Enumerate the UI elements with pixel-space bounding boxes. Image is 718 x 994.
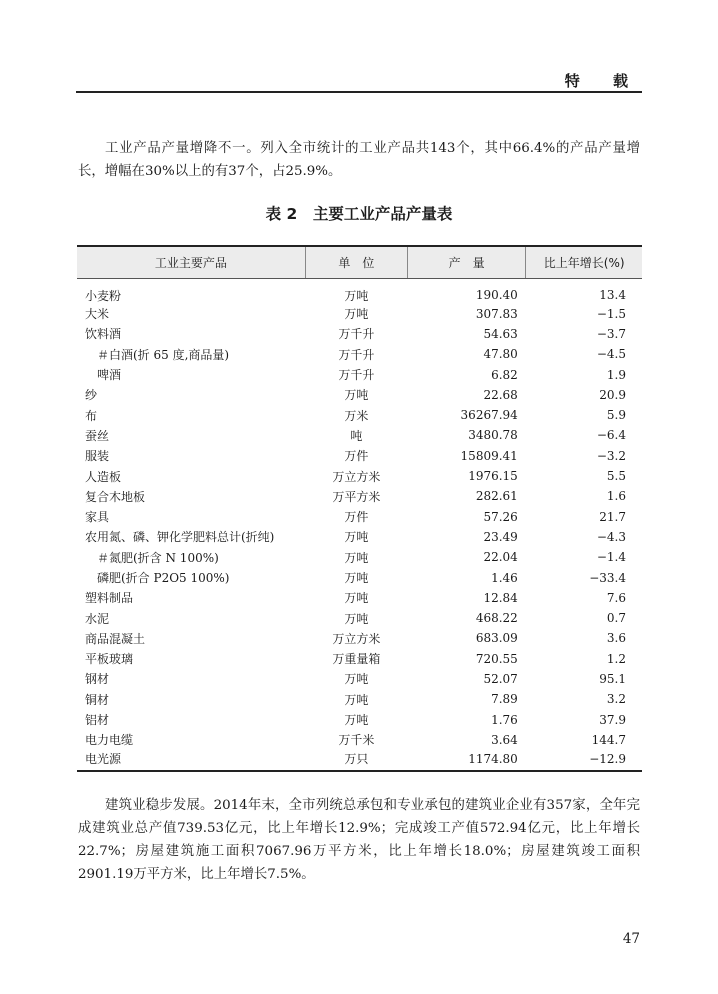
output-cell: 6.82 xyxy=(491,367,518,382)
unit-cell: 万立方米 xyxy=(332,469,381,484)
unit-cell: 万只 xyxy=(305,750,407,771)
unit-cell: 万千升 xyxy=(338,327,375,342)
unit-cell: 万平方米 xyxy=(332,489,381,504)
product-name-cell: 小麦粉 xyxy=(85,288,122,303)
table-row xyxy=(77,649,642,669)
table-row xyxy=(77,486,642,506)
table-row xyxy=(77,750,642,771)
growth-cell: −3.7 xyxy=(596,326,626,341)
table-row xyxy=(77,730,642,750)
table-row xyxy=(77,466,642,486)
output-cell: 22.68 xyxy=(483,387,518,402)
table-row xyxy=(77,506,642,526)
table-row xyxy=(77,446,642,466)
growth-cell: 1.9 xyxy=(606,367,626,382)
product-name-cell: ＃白酒(折 65 度,商品量) xyxy=(97,347,230,362)
output-cell: 1976.15 xyxy=(468,469,518,484)
product-name-cell: 商品混凝土 xyxy=(85,631,146,646)
page-number: 47 xyxy=(622,931,640,947)
product-name-cell: ＃氮肥(折含 N 100%) xyxy=(97,550,219,565)
growth-cell: −1.4 xyxy=(596,550,626,565)
growth-cell: 1.2 xyxy=(606,651,626,666)
table-row xyxy=(77,628,642,648)
output-cell: 54.63 xyxy=(483,326,518,341)
table-row xyxy=(77,344,642,364)
unit-cell: 万吨 xyxy=(344,571,369,585)
column-header-product: 工业主要产品 xyxy=(77,246,305,278)
table-row xyxy=(77,385,642,405)
column-header-unit: 单 位 xyxy=(305,246,407,278)
table-row xyxy=(77,324,642,344)
output-cell: 1.46 xyxy=(491,570,518,585)
table-row xyxy=(77,364,642,384)
output-cell: 12.84 xyxy=(483,590,518,605)
output-cell: 307.83 xyxy=(475,306,518,321)
table-row xyxy=(77,527,642,547)
output-cell: 3480.78 xyxy=(468,428,518,443)
unit-cell: 万件 xyxy=(344,449,369,464)
unit-cell: 万千升 xyxy=(338,368,375,383)
construction-paragraph: 建筑业稳步发展。2014年末，全市列统总承包和专业承包的建筑业企业有357家，全年完成建筑业总产值739.53亿元，比上年增长12.9%；完成竣工产值572.94亿元，比上年增长22.7%；房屋建筑施工面积7067.96万平方米，比上年增长18.0%；房屋建筑竣工面积2901.19万平方米，比上年增长7.5%。 xyxy=(78,798,640,882)
output-cell: 57.26 xyxy=(483,509,518,524)
unit-cell: 万吨 xyxy=(344,388,369,403)
intro-paragraph: 工业产品产量增降不一。列入全市统计的工业产品共143个，其中66.4%的产品产量增长，增幅在30%以上的有37个，占25.9%。 xyxy=(78,141,640,179)
growth-cell: −6.4 xyxy=(596,428,626,443)
growth-cell: 3.2 xyxy=(606,692,626,707)
growth-cell: 7.6 xyxy=(606,590,626,605)
growth-cell: 5.9 xyxy=(606,408,626,423)
output-cell: 47.80 xyxy=(483,347,518,362)
unit-cell: 万吨 xyxy=(344,611,369,626)
table-row xyxy=(77,669,642,689)
table-row xyxy=(77,588,642,608)
output-cell: 52.07 xyxy=(483,671,518,686)
product-name-cell: 电光源 xyxy=(77,750,305,771)
table-row xyxy=(77,567,642,587)
column-header-output: 产 量 xyxy=(407,246,525,278)
product-name-cell: 钢材 xyxy=(85,672,110,687)
unit-cell: 万吨 xyxy=(344,713,369,728)
product-name-cell: 平板玻璃 xyxy=(85,652,134,667)
table-row xyxy=(77,709,642,729)
growth-cell: 21.7 xyxy=(599,509,626,524)
table-header-row xyxy=(77,246,642,278)
table-row xyxy=(77,425,642,445)
unit-cell: 万米 xyxy=(344,408,369,423)
unit-cell: 万件 xyxy=(344,510,369,525)
product-name-cell: 农用氮、磷、钾化学肥料总计(折纯) xyxy=(85,530,275,545)
unit-cell: 万吨 xyxy=(344,692,369,707)
unit-cell: 万吨 xyxy=(344,288,369,303)
unit-cell: 万吨 xyxy=(344,591,369,606)
output-cell: 683.09 xyxy=(475,631,518,646)
growth-cell: −33.4 xyxy=(589,570,626,585)
growth-cell: −3.2 xyxy=(596,448,626,463)
table-row xyxy=(77,278,642,304)
product-name-cell: 电力电缆 xyxy=(85,733,134,748)
output-cell: 468.22 xyxy=(475,611,518,626)
unit-cell: 万重量箱 xyxy=(332,652,381,667)
column-header-growth: 比上年增长(%) xyxy=(526,246,642,278)
output-cell: 1174.80 xyxy=(407,750,525,771)
output-cell: 15809.41 xyxy=(460,448,518,463)
unit-cell: 万吨 xyxy=(344,307,369,322)
product-name-cell: 家具 xyxy=(85,510,110,525)
table-row xyxy=(77,689,642,709)
production-table xyxy=(77,245,642,772)
growth-cell: 144.7 xyxy=(591,732,626,747)
growth-cell: 37.9 xyxy=(599,712,626,727)
product-name-cell: 铜材 xyxy=(85,692,110,707)
product-name-cell: 磷肥(折合 P2O5 100%) xyxy=(97,571,230,585)
product-name-cell: 纱 xyxy=(85,388,98,403)
output-cell: 22.04 xyxy=(483,550,518,565)
growth-cell: 5.5 xyxy=(606,469,626,484)
growth-cell: −4.3 xyxy=(596,529,626,544)
growth-cell: −1.5 xyxy=(596,306,626,321)
growth-cell: 3.6 xyxy=(606,631,626,646)
section-header-label: 特 载 xyxy=(564,72,642,90)
product-name-cell: 啤酒 xyxy=(97,368,122,383)
unit-cell: 吨 xyxy=(350,428,363,443)
product-name-cell: 复合木地板 xyxy=(85,489,146,504)
output-cell: 720.55 xyxy=(475,651,518,666)
table-row xyxy=(77,304,642,324)
growth-cell: 20.9 xyxy=(599,387,626,402)
unit-cell: 万千米 xyxy=(338,733,375,748)
table-row xyxy=(77,547,642,567)
product-name-cell: 人造板 xyxy=(85,469,122,484)
growth-cell: −4.5 xyxy=(596,347,626,362)
product-name-cell: 铝材 xyxy=(85,713,110,728)
growth-cell: 1.6 xyxy=(606,489,626,504)
product-name-cell: 服装 xyxy=(85,449,110,464)
product-name-cell: 蚕丝 xyxy=(85,428,110,443)
unit-cell: 万吨 xyxy=(344,672,369,687)
growth-cell: −12.9 xyxy=(526,750,642,771)
product-name-cell: 饮料酒 xyxy=(85,327,122,342)
table-row xyxy=(77,608,642,628)
product-name-cell: 塑料制品 xyxy=(85,591,134,606)
unit-cell: 万千升 xyxy=(338,347,375,362)
growth-cell: 0.7 xyxy=(606,611,626,626)
product-name-cell: 大米 xyxy=(85,307,110,322)
header-divider xyxy=(76,91,642,93)
unit-cell: 万立方米 xyxy=(332,631,381,646)
output-cell: 190.40 xyxy=(475,288,518,302)
output-cell: 1.76 xyxy=(491,712,518,727)
output-cell: 282.61 xyxy=(475,489,518,504)
product-name-cell: 水泥 xyxy=(85,611,110,626)
output-cell: 23.49 xyxy=(483,529,518,544)
growth-cell: 95.1 xyxy=(599,671,626,686)
table-title: 表 2 主要工业产品产量表 xyxy=(265,205,453,223)
table-row xyxy=(77,405,642,425)
output-cell: 36267.94 xyxy=(460,408,518,423)
growth-cell: 13.4 xyxy=(599,288,626,302)
unit-cell: 万吨 xyxy=(344,550,369,565)
output-cell: 3.64 xyxy=(491,732,518,747)
unit-cell: 万吨 xyxy=(344,530,369,545)
output-cell: 7.89 xyxy=(491,692,518,707)
product-name-cell: 布 xyxy=(85,408,98,423)
